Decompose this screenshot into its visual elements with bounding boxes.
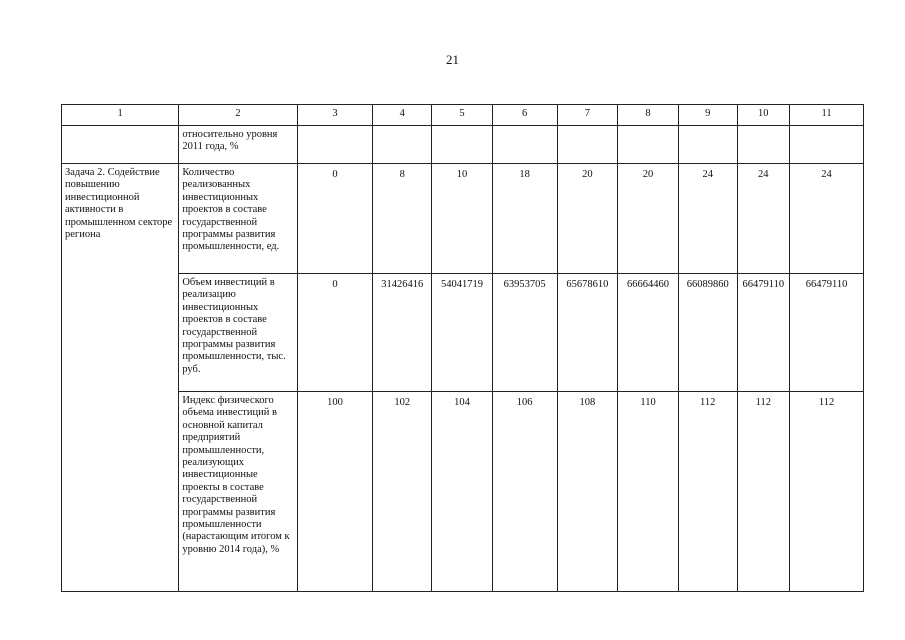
table-row: [62, 274, 864, 392]
value-cell: [618, 126, 679, 164]
value-cell: [432, 126, 493, 164]
task-cell: [62, 126, 179, 164]
value-cell: 65678610: [557, 274, 618, 392]
value-cell: 66089860: [678, 274, 737, 392]
value-cell: 24: [678, 164, 737, 274]
column-header: 5: [432, 105, 493, 126]
value-cell: 66479110: [737, 274, 790, 392]
value-cell: 104: [432, 392, 493, 592]
value-cell: 20: [557, 164, 618, 274]
value-cell: [373, 126, 432, 164]
value-cell: [492, 126, 557, 164]
value-cell: 24: [737, 164, 790, 274]
value-cell: 100: [297, 392, 373, 592]
value-cell: [678, 126, 737, 164]
task-cell: Задача 2. Содействие повышению инвестиционной активности в промышленном секторе региона: [62, 164, 179, 592]
value-cell: [737, 126, 790, 164]
value-cell: 102: [373, 392, 432, 592]
indicator-cell: Объем инвестиций в реализацию инвестиционных проектов в составе государственной программы развития промышленности, тыс. руб.: [179, 274, 297, 392]
column-header: 6: [492, 105, 557, 126]
table-row: [62, 126, 864, 164]
column-header: 10: [737, 105, 790, 126]
column-header: 9: [678, 105, 737, 126]
value-cell: 10: [432, 164, 493, 274]
table-row: [62, 164, 864, 274]
indicator-cell: относительно уровня 2011 года, %: [179, 126, 297, 164]
value-cell: [557, 126, 618, 164]
value-cell: 20: [618, 164, 679, 274]
value-cell: 0: [297, 164, 373, 274]
column-header: 2: [179, 105, 297, 126]
value-cell: 108: [557, 392, 618, 592]
value-cell: 31426416: [373, 274, 432, 392]
column-header: 4: [373, 105, 432, 126]
value-cell: 24: [790, 164, 864, 274]
value-cell: [297, 126, 373, 164]
indicator-cell: Количество реализованных инвестиционных проектов в составе государственной программы развития промышленности, ед.: [179, 164, 297, 274]
value-cell: 66479110: [790, 274, 864, 392]
value-cell: 106: [492, 392, 557, 592]
page-number: 21: [446, 52, 459, 67]
value-cell: 18: [492, 164, 557, 274]
column-header: 3: [297, 105, 373, 126]
header-row: [62, 105, 864, 126]
value-cell: [790, 126, 864, 164]
value-cell: 112: [678, 392, 737, 592]
value-cell: 112: [790, 392, 864, 592]
column-header: 7: [557, 105, 618, 126]
column-header: 8: [618, 105, 679, 126]
column-header: 11: [790, 105, 864, 126]
indicators-table: [61, 104, 864, 592]
value-cell: 66664460: [618, 274, 679, 392]
indicator-cell: Индекс физического объема инвестиций в основной капитал предприятий промышленности, реализующих инвестиционные проекты в составе государственной программы развития промышленности (нарастающим итогом к уровню 2014 года), %: [179, 392, 297, 592]
value-cell: 110: [618, 392, 679, 592]
column-header: 1: [62, 105, 179, 126]
table-row: [62, 392, 864, 592]
value-cell: 112: [737, 392, 790, 592]
value-cell: 63953705: [492, 274, 557, 392]
value-cell: 54041719: [432, 274, 493, 392]
value-cell: 8: [373, 164, 432, 274]
value-cell: 0: [297, 274, 373, 392]
